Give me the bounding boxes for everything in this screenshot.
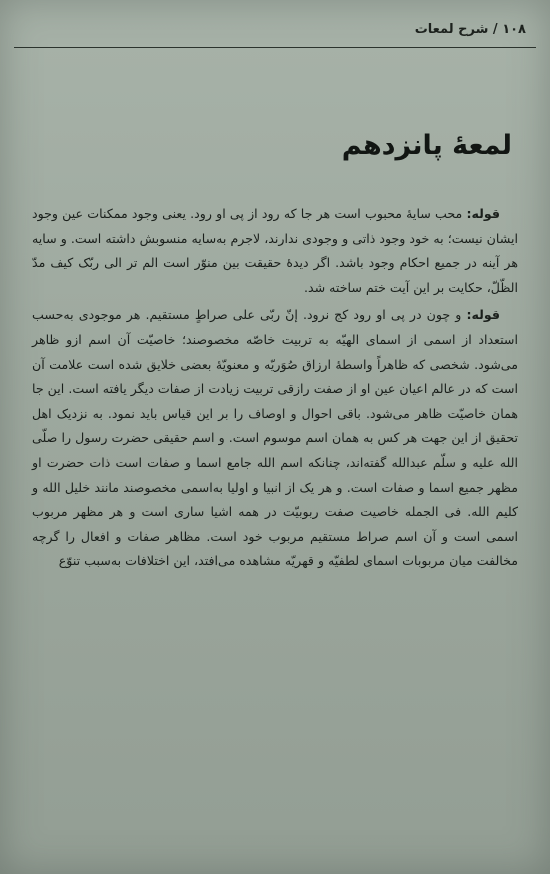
paragraph-1 bbox=[32, 202, 518, 300]
running-head: ۱۰۸ / شرح لمعات bbox=[414, 22, 526, 37]
paragraph-2-label: قوله: bbox=[466, 307, 500, 323]
header-rule bbox=[14, 47, 536, 48]
paragraph-2-text: و چون در پی او رود کج نرود. إنّ ربّی علی صراطٍ مستقیم. هر موجودی به‌حسب استعداد از اسمی از اسمای الهیّه به تربیت خاصّه مخصوصند؛ خاصیّت آن اسم ازو ظاهر می‌شود. شخصی که ظاهراً واسطهٔ ارزاق صُوَریّه و معنویّهٔ بعضی خلایق شده است علامت آن است که در عالم اعیان عین او از صفت رازقی تربیت زیادت از صفات دیگر یافته است. این جا همان خاصیّت ظاهر می‌شود. باقی احوال و اوصاف را بر این قیاس باید نمود. به نزدیک اهل تحقیق از این جهت هر کس به همان اسم موسوم است. و اسم حقیقی حضرت رسول را صلّی الله علیه و سلّم عبدالله گفته‌اند، چنانکه اسم الله جامع اسما و صفات است ذات حضرت او مظهر جمیع اسما و صفات است. و هر یک از انبیا و اولیا به‌اسمی مخصوصند مانند خلیل الله و کلیم الله. فی الجمله خاصیت صفت ربوبیّت در همه اشیا ساری است و هر مظهر مربوب اسمی است و آن اسم صراط مستقیم مربوب خود است. مظاهر صفات و افعال را گرچه مخالفت میان مربوبات اسمای لطفیّه و قهریّه مشاهده می‌افتد، این اختلافات به‌سبب تنوّع bbox=[32, 307, 518, 569]
paragraph-2 bbox=[32, 303, 518, 574]
page-header bbox=[14, 14, 536, 48]
paragraph-1-text: محب سایهٔ محبوب است هر جا که رود از پی او رود. یعنی وجود ممکنات عین وجود ایشان نیست؛ به خود وجود ذاتی و وجودی ندارند، لاجرم به‌سایه منسوبش داشته است. و سایه هر آینه در جمیع احکام وجود باشد. اگر دیدهٔ حقیقت بین منوّر است الم تر الی ربّک کیف مدّ الظّلّ، حکایت بر این آیت ختم ساخته شد. bbox=[32, 206, 518, 295]
chapter-title: لمعهٔ پانزدهم bbox=[341, 130, 512, 161]
paragraph-1-label: قوله: bbox=[466, 206, 500, 221]
body-text bbox=[32, 202, 518, 577]
